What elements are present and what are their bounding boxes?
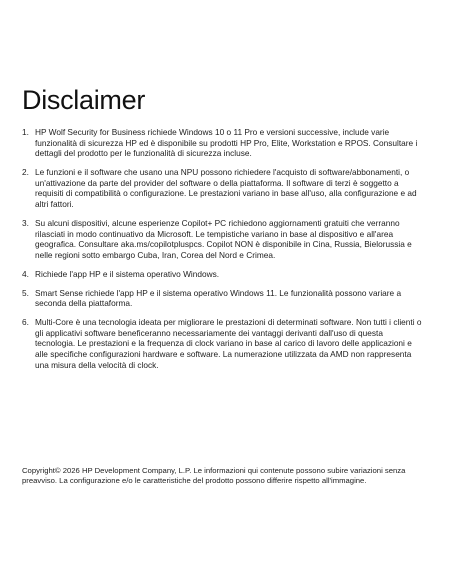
note-text: Le funzioni e il software che usano una NPU possono richiedere l'acquisto di software/abbonamenti, o un'attivazione da parte del provider del software o della piattaforma. Il software di terzi è soggetto a requisiti di compatibilità o configurazione. Le prestazioni variano in base all'uso, alla configurazione e ad altri fattori. <box>35 167 417 209</box>
list-item <box>22 317 424 370</box>
disclaimer-list <box>22 127 424 379</box>
note-number: 1. <box>22 127 29 137</box>
copyright-footer: Copyright© 2026 HP Development Company, L.P. Le informazioni qui contenute possono subire variazioni senza preavviso. La configurazione e/o le caratteristiche del prodotto possono differire rispetto all'immagine. <box>22 466 406 486</box>
list-item <box>22 269 424 280</box>
page-title: Disclaimer <box>22 85 146 115</box>
note-text: Smart Sense richiede l'app HP e il sistema operativo Windows 11. Le funzionalità possono variare a seconda della piattaforma. <box>35 287 402 309</box>
list-item <box>22 127 424 159</box>
note-text: Multi-Core è una tecnologia ideata per migliorare le prestazioni di determinati software. Non tutti i clienti o gli applicativi software beneficeranno necessariamente dei vantaggi derivanti dall'uso di questa tecnologia. Le prestazioni e la frequenza di clock variano in base al carico di lavoro delle applicazioni e alle specifiche configurazioni hardware e software. La numerazione utilizzata da AMD non rappresenta una misura della velocità di clock. <box>35 317 422 370</box>
list-item <box>22 167 424 209</box>
list-item <box>22 218 424 260</box>
note-text: HP Wolf Security for Business richiede Windows 10 o 11 Pro e versioni successive, include varie funzionalità di sicurezza HP ed è disponibile su prodotti HP Pro, Elite, Workstation e RPOS. Consultare i dettagli del prodotto per le funzionalità di sicurezza incluse. <box>35 127 418 159</box>
list-item <box>22 288 424 309</box>
note-number: 4. <box>22 268 29 279</box>
note-text: Richiede l'app HP e il sistema operativo Windows. <box>35 268 220 279</box>
note-number: 6. <box>22 317 29 328</box>
note-number: 2. <box>22 167 29 178</box>
note-number: 3. <box>22 217 29 228</box>
note-text: Su alcuni dispositivi, alcune esperienze Copilot+ PC richiedono aggiornamenti gratuiti che verranno rilasciati in modo continuativo da Microsoft. Le tempistiche variano in base al dispositivo e all'area geografica. Consultare aka.ms/copilotpluspcs. Copilot NON è disponibile in Cina, Russia, Bielorussia e nelle regioni sotto embargo Cuba, Iran, Corea del Nord e Crimea. <box>35 217 412 260</box>
note-number: 5. <box>22 287 29 298</box>
